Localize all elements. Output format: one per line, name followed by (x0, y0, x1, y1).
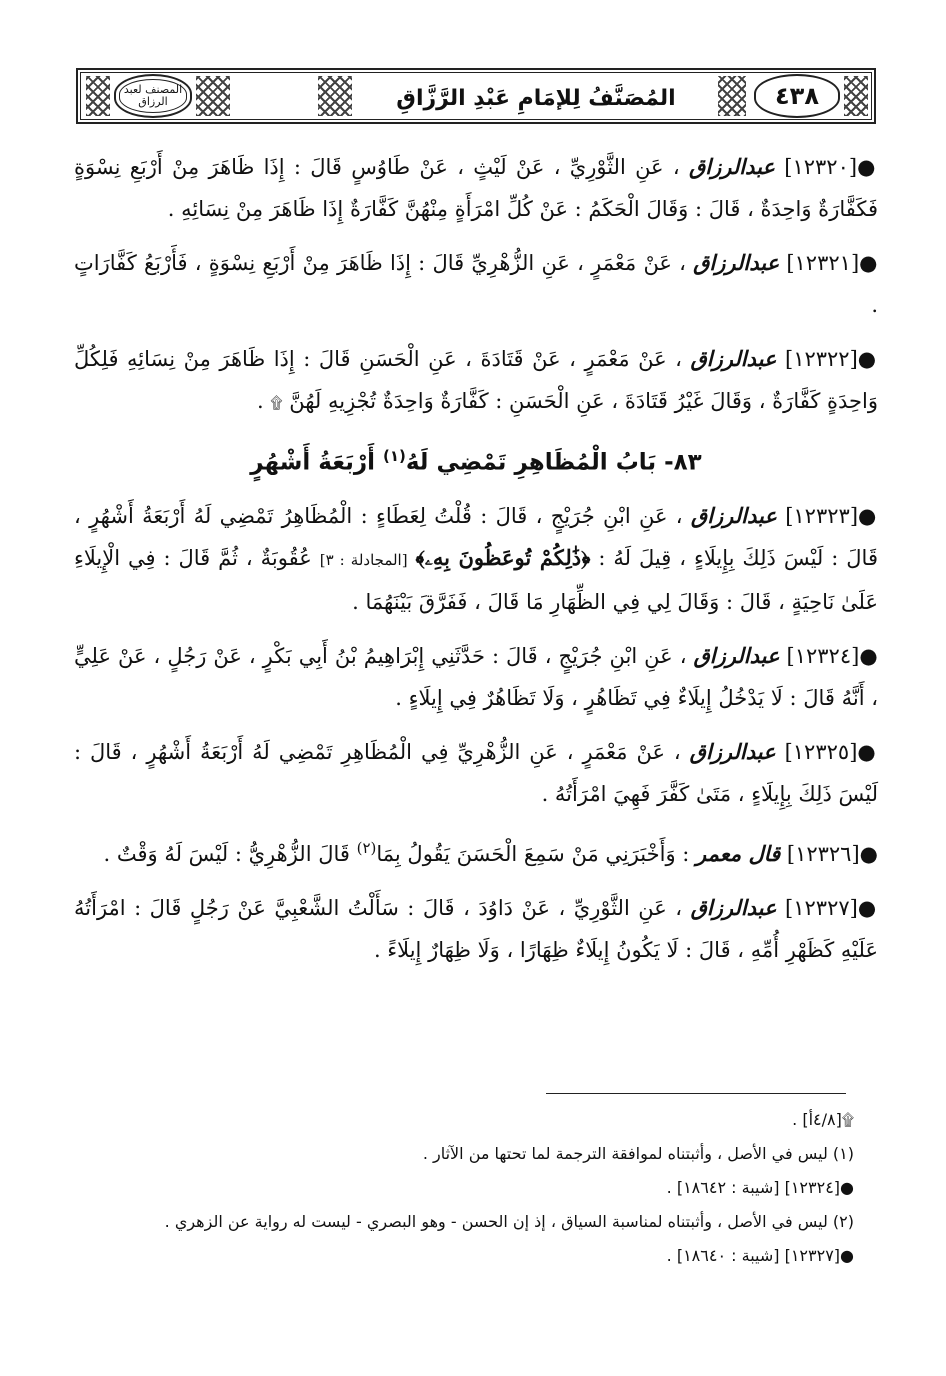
hadith-number: [١٢٣٢٤] (786, 643, 860, 668)
bullet-icon: ● (857, 738, 878, 764)
ornament-left-edge (86, 76, 110, 116)
hadith-text: ، عَنِ ابْنِ جُرَيْجٍ ، قَالَ : حَدَّثَنِي إِبْرَاهِيمُ بْنُ أَبِي بَكْرٍ ، عَنْ رَجُلٍ ، عَنْ عَلِيٍّ ، أَنَّهُ قَالَ : لَا يَدْخُلُ إِيلَاءٌ فِي تَظَاهُرٍ ، وَلَا تَظَاهُرٌ فِي إِيلَاءٍ . (74, 643, 878, 710)
folio-mark-icon: ۩ (270, 393, 283, 412)
footnote-ref: (١) (382, 447, 406, 465)
bullet-icon: ● (859, 840, 878, 866)
running-title: المُصَنَّفُ لِلإمَامِ عَبْدِ الرَّزَّاقِ (396, 85, 676, 111)
hadith-12325 (74, 731, 878, 815)
chapter-heading (74, 436, 878, 483)
footnote-folio: ۩[٤/٨أ] . (792, 1110, 854, 1129)
narrator: عبدالرزاق (693, 250, 780, 275)
footnote-divider (546, 1093, 846, 1094)
footnote-ref-12327: ●[١٢٣٢٧] [شيبة : ١٨٦٤٠] . (666, 1246, 854, 1265)
hadith-text: ، عَنْ مَعْمَرٍ ، عَنِ الزُّهْرِيِّ قَالَ : إِذَا ظَاهَرَ مِنْ أَرْبَعِ نِسْوَةٍ ، فَأَرْبَعُ كَفَّارَاتٍ . (74, 251, 878, 317)
bullet-icon: ● (859, 250, 878, 275)
hadith-number: [١٢٣٢٠] (784, 155, 858, 179)
footnote-ref-12324: ●[١٢٣٢٤] [شيبة : ١٨٦٤٢] . (666, 1178, 854, 1197)
hadith-text: ، عَنْ مَعْمَرٍ ، عَنْ قَتَادَةَ ، عَنِ الْحَسَنِ قَالَ : إِذَا ظَاهَرَ مِنْ نِسَائِهِ فَلِكُلِّ وَاحِدَةٍ كَفَّارَةٌ ، وَقَالَ غَيْرُ قَتَادَةَ ، عَنِ الْحَسَنِ : كَفَّارَةٌ وَاحِدَةٌ تُجْزِيهِ لَهُنَّ (74, 347, 878, 413)
hadith-number: [١٢٣٢٢] (784, 347, 858, 371)
hadith-12324 (74, 635, 878, 719)
hadith-text: ، عَنِ ابْنِ جُرَيْجٍ ، قَالَ : قُلْتُ لِعَطَاءٍ : الْمُظَاهِرُ تَمْضِي لَهُ أَرْبَعَةُ أَشْهُرٍ ، قَالَ : لَيْسَ ذَلِكَ بِإِيلَاءٍ ، قِيلَ لَهُ : (74, 503, 878, 570)
hadith-text: ، عَنِ الثَّوْرِيِّ ، عَنْ لَيْثٍ ، عَنْ طَاوُسٍ قَالَ : إِذَا ظَاهَرَ مِنْ أَرْبَعِ نِسْوَةٍ فَكَفَّارَةٌ وَاحِدَةٌ ، قَالَ : وَقَالَ الْحَكَمُ : عَنْ كُلِّ امْرَأَةٍ مِنْهُنَّ كَفَّارَةٌ إِذَا ظَاهَرَ مِنْ نِسَائِهِ . (74, 155, 878, 221)
page-number: ٤٣٨ (754, 74, 840, 118)
page-header (76, 68, 876, 124)
narrator: عبدالرزاق (689, 738, 776, 764)
quran-verse: ﴿ذَٰلِكُمْ تُوعَظُونَ بِهِۦ﴾ (415, 544, 591, 570)
hadith-12323 (74, 495, 878, 623)
hadith-number: [١٢٣٢٧] (785, 895, 858, 920)
hadith-12322: ●[١٢٣٢٢] عبدالرزاق ، عَنْ مَعْمَرٍ ، عَنْ قَتَادَةَ ، عَنِ الْحَسَنِ قَالَ : إِذَا ظَاهَرَ مِنْ نِسَائِهِ فَلِكُلِّ وَاحِدَةٍ كَفَّارَةٌ ، وَقَالَ غَيْرُ قَتَادَةَ ، عَنِ الْحَسَنِ : كَفَّارَةٌ وَاحِدَةٌ تُجْزِيهِ لَهُنَّ ۩ . (74, 346, 878, 413)
ornament-right-edge (844, 76, 868, 116)
narrator: عبدالرزاق (690, 346, 777, 371)
hadith-number: [١٢٣٢٥] (784, 739, 858, 764)
verse-citation: [المجادلة : ٣] (319, 550, 408, 569)
footnote-2: (٢) ليس في الأصل ، وأثبتناه لمناسبة السياق ، إذ إن الحسن - وهو البصري - ليست له رواية عن الزهري . (164, 1212, 854, 1231)
ornament-left-title (318, 76, 352, 116)
hadith-12320 (74, 146, 878, 230)
narrator: عبدالرزاق (690, 502, 777, 528)
hadith-12327 (74, 887, 878, 971)
ornament-right-title (718, 76, 746, 116)
book-seal-logo (114, 74, 192, 118)
seal-text: المصنف لعبد الرزاق (123, 83, 183, 108)
hadith-text-cont: عُقُوبَةٌ ، ثُمَّ قَالَ : فِي الْإِيلَاءِ عَلَىٰ نَاحِيَةٍ ، قَالَ : وَقَالَ لِي فِي الظِّهَارِ مَا قَالَ ، فَفَرَّقَ بَيْنَهُمَا . (74, 545, 878, 614)
narrator: عبدالرزاق (690, 894, 777, 920)
narrator: عبدالرزاق (688, 154, 775, 179)
bullet-icon: ● (857, 346, 878, 371)
hadith-text: ، عَنِ الثَّوْرِيِّ ، عَنْ دَاوُدَ ، قَالَ : سَأَلْتُ الشَّعْبِيَّ عَنْ رَجُلٍ قَالَ : امْرَأَتُهُ عَلَيْهِ كَظَهْرِ أُمِّهِ ، قَالَ : لَا يَكُونُ إِيلَاءٌ ظِهَارًا ، وَلَا ظِهَارٌ إِيلَاءً . (74, 895, 878, 962)
narrator: عبدالرزاق (693, 642, 780, 668)
bullet-icon: ● (858, 502, 878, 528)
hadith-number: [١٢٣٢١] (786, 251, 860, 275)
footnotes (74, 1103, 854, 1273)
hadith-12321 (74, 242, 878, 326)
chapter-title: ٨٣- بَابُ الْمُظَاهِرِ تَمْضِي لَهُ (405, 449, 702, 476)
main-text (74, 146, 878, 983)
hadith-12326 (74, 827, 878, 875)
narrator: قال معمر (696, 840, 781, 866)
bullet-icon: ● (857, 894, 878, 920)
bullet-icon: ● (859, 642, 878, 668)
hadith-text-cont: قَالَ الزُّهْرِيُّ : لَيْسَ لَهُ وَقْتٌ . (103, 841, 350, 866)
footnote-ref: (٢) (356, 838, 377, 857)
ornament-left-inner (196, 76, 230, 116)
hadith-number: [١٢٣٢٦] (786, 841, 860, 866)
hadith-text: ، عَنْ مَعْمَرٍ ، عَنِ الزُّهْرِيِّ فِي الْمُظَاهِرِ تَمْضِي لَهُ أَرْبَعَةُ أَشْهُرٍ ، قَالَ : لَيْسَ ذَلِكَ بِإِيلَاءٍ ، مَتَىٰ كَفَّرَ فَهِيَ امْرَأَتُهُ . (74, 739, 878, 806)
chapter-title-end: أَرْبَعَةُ أَشْهُرٍ (250, 449, 375, 476)
hadith-number: [١٢٣٢٣] (785, 503, 859, 528)
hadith-text: : وَأَخْبَرَنِي مَنْ سَمِعَ الْحَسَنَ يَقُولُ بِمَا (376, 841, 690, 866)
footnote-1: (١) ليس في الأصل ، وأثبتناه لموافقة الترجمة لما تحتها من الآثار . (422, 1144, 854, 1163)
bullet-icon: ● (857, 154, 878, 179)
